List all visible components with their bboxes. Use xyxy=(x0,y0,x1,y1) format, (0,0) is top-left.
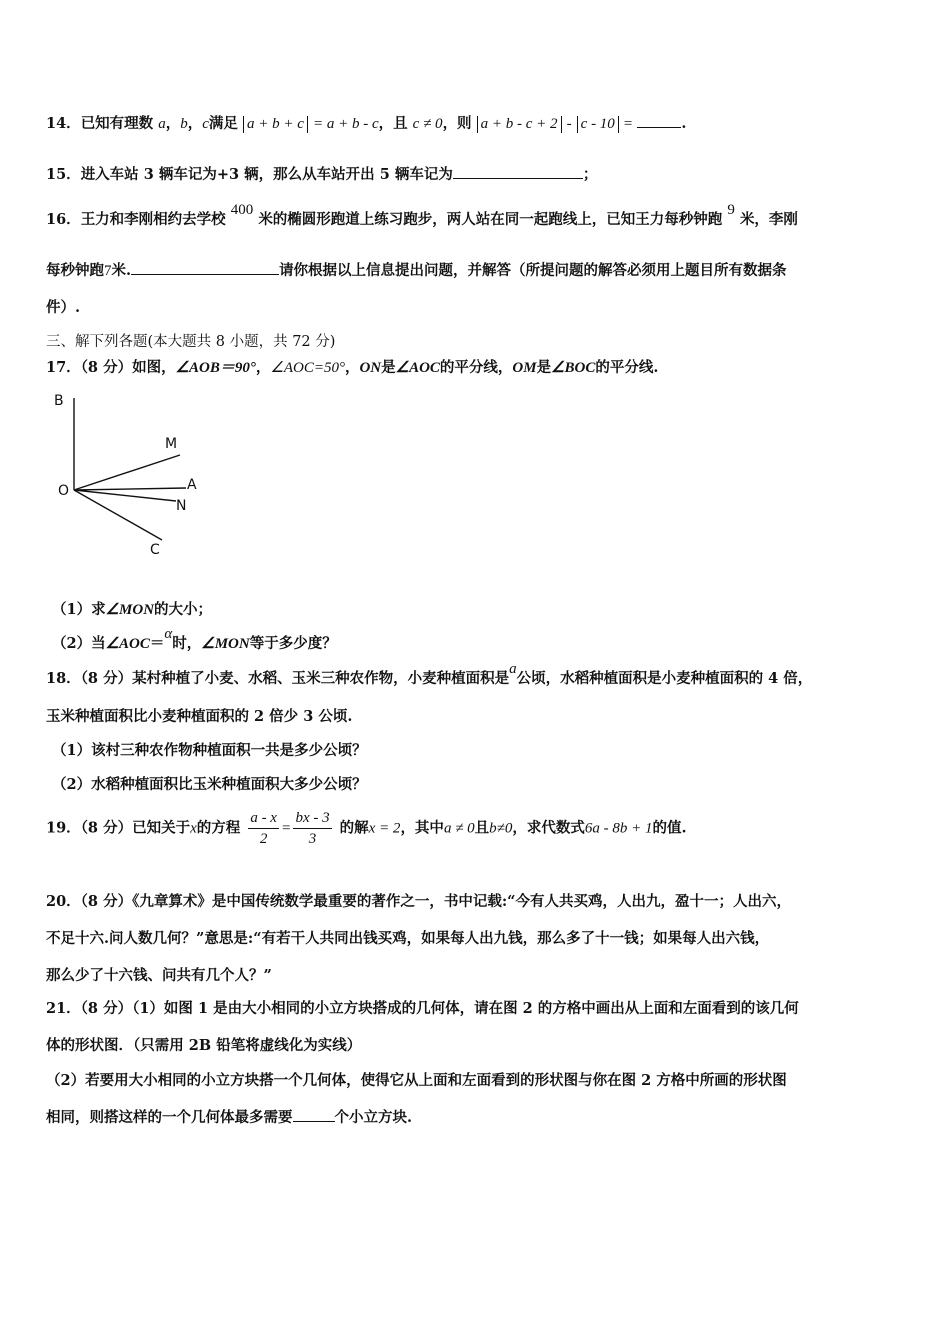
q14-line: 14．已知有理数 a，b，c满足 a + b + c = a + b - c，且 c ≠ 0，则 a + b - c + 2 - c - 10 = . xyxy=(46,115,687,132)
q18-part-1: （1）该村三种农作物种植面积一共是多少公顷？ xyxy=(52,742,367,759)
q17-part-1: （1）求∠MON的大小； xyxy=(52,601,213,618)
q15-number: 15． xyxy=(46,166,81,183)
answer-blank[interactable] xyxy=(453,166,583,179)
label-a: A xyxy=(187,477,197,493)
q15-line: 15．进入车站 3 辆车记为+3 辆，那么从车站开出 5 辆车记为 ； xyxy=(46,166,598,183)
q14-number: 14． xyxy=(46,115,81,132)
q20-line-3: 那么少了十六钱、问共有几个人？” xyxy=(46,967,272,984)
fraction-left: $\frac{a - x}{2}$ xyxy=(250,810,277,847)
q20-line-1: 20．（8 分）《九章算术》是中国传统数学最重要的著作之一，书中记载:“今有人共买鸡，人出九，盈十一；人出六， xyxy=(46,893,792,910)
label-c: C xyxy=(150,542,160,558)
label-m: M xyxy=(165,436,178,452)
q20-line-2: 不足十六.问人数几何？”意思是:“有若干人共同出钱买鸡，如果每人出九钱，那么多了十一钱；如果每人出六钱， xyxy=(46,930,770,947)
q17-line: 17．（8 分）如图，∠AOB＝90°，∠AOC=50°，ON是∠AOC的平分线，OM是∠BOC的平分线. xyxy=(46,359,659,376)
fraction-right: $\frac{bx - 3}{3}$ xyxy=(295,810,330,847)
answer-blank[interactable] xyxy=(131,262,279,275)
q21-line-1: 21．（8 分）（1）如图 1 是由大小相同的小立方块搭成的几何体，请在图 2 的方格中画出从上面和左面看到的该几何 xyxy=(46,1000,799,1017)
q21-line-4: 相同，则搭这样的一个几何体最多需要 个小立方块. xyxy=(46,1109,413,1126)
q18-part-2: （2）水稻种植面积比玉米种植面积大多少公顷？ xyxy=(52,776,367,793)
q17-number: 17． xyxy=(46,359,81,376)
q21-line-3: （2）若要用大小相同的小立方块搭一个几何体，使得它从上面和左面看到的形状图与你在图 2 方格中所画的形状图 xyxy=(46,1072,787,1089)
q19-line: 19．（8 分）已知关于x的方程 $\frac{a - x}{2}$ = $\frac{bx - 3}{3}$ 的解x = 2，其中a ≠ 0且b≠0，求代数式6a - 8b + 1的值. xyxy=(46,810,687,847)
angle-figure xyxy=(40,388,220,568)
answer-blank[interactable] xyxy=(293,1109,335,1122)
q16-number: 16． xyxy=(46,211,81,228)
label-b: B xyxy=(54,393,64,409)
abs-expression: c - 10 xyxy=(577,116,619,133)
q21-line-2: 体的形状图．（只需用 2B 铅笔将虚线化为实线） xyxy=(46,1037,362,1054)
q17-part-2: （2）当∠AOC＝α时，∠MON等于多少度？ xyxy=(52,626,337,652)
section-heading: 三、解下列各题(本大题共 8 小题，共 72 分) xyxy=(46,334,336,350)
abs-expression: a + b + c xyxy=(243,116,308,133)
label-n: N xyxy=(176,498,187,514)
q16-line-3: 件）. xyxy=(46,299,81,316)
q18-line-1: 18．（8 分）某村种植了小麦、水稻、玉米三种农作物，小麦种植面积是a公顷，水稻种植面积是小麦种植面积的 4 倍， xyxy=(46,661,813,687)
q19-number: 19． xyxy=(46,819,81,837)
q18-line-2: 玉米种植面积比小麦种植面积的 2 倍少 3 公顷. xyxy=(46,708,353,725)
ray-oa xyxy=(74,488,186,490)
q16-line-1: 16．王力和李刚相约去学校 400 米的椭圆形跑道上练习跑步，两人站在同一起跑线上，已知王力每秒钟跑 9 米，李刚 xyxy=(46,202,798,228)
q16-line-2: 每秒钟跑7米. 请你根据以上信息提出问题，并解答（所提问题的解答必须用上题目所有数据条 xyxy=(46,262,787,279)
answer-blank[interactable] xyxy=(637,115,681,128)
abs-expression: a + b - c + 2 xyxy=(477,116,562,133)
q18-number: 18． xyxy=(46,670,81,687)
label-o: O xyxy=(58,483,70,499)
ray-om xyxy=(74,455,180,490)
